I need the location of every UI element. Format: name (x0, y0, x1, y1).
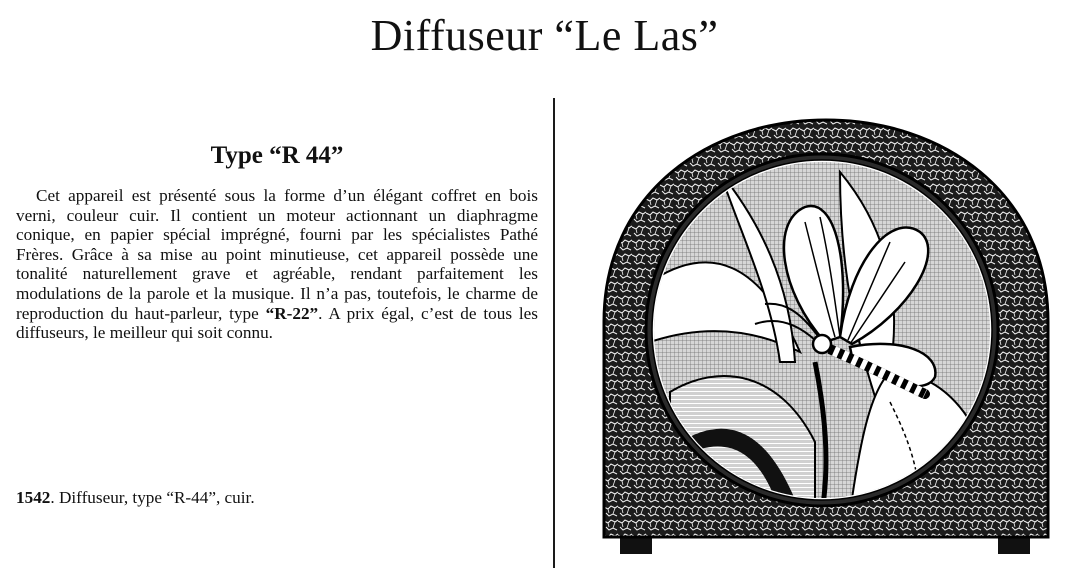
product-text-column (16, 140, 538, 343)
catalog-number: 1542 (16, 488, 51, 507)
catalog-text: . Diffuseur, type “R-44”, cuir. (50, 488, 255, 507)
column-divider (553, 98, 555, 568)
page-title: Diffuseur “Le Las” (370, 11, 719, 60)
description-text-2: . A prix égal, c’est de tous les diffuseurs, le meilleur qui soit connu. (16, 303, 538, 343)
type-heading: Type “R 44” (210, 142, 344, 169)
speaker-illustration (590, 112, 1075, 572)
product-description (16, 186, 538, 343)
catalog-entry (16, 487, 255, 509)
model-reference: “R-22” (265, 303, 319, 323)
description-text-1: Cet appareil est présenté sous la forme d’un élégant coffret en bois verni, couleur cuir. Il contient un moteur actionnant un diaphragme conique, en papier spécial imprégné, fourni par les spécialistes Pathé Frères. Grâce à sa mise au point minutieuse, cet appareil possède une tonalité naturellement grave et agréable, rendant parfaitement les modulations de la parole et la musique. Il n’a pas, toutefois, le charme de reproduction du haut-parleur, type (16, 186, 538, 323)
